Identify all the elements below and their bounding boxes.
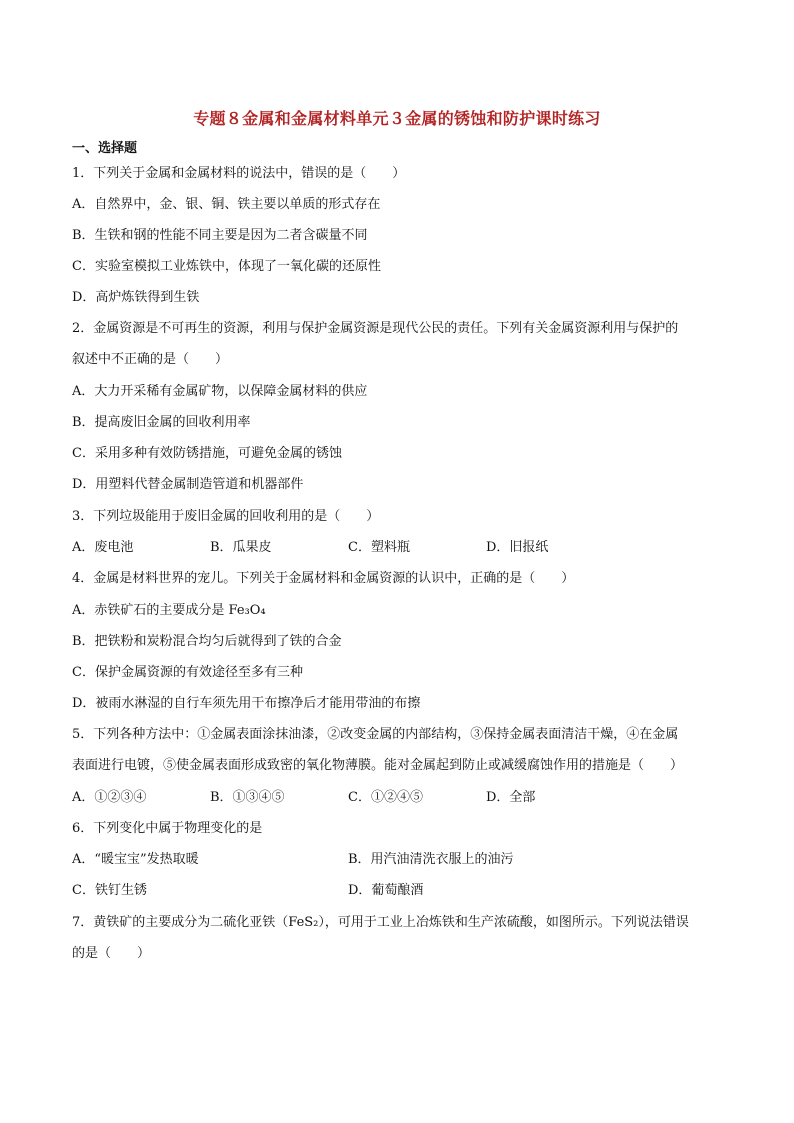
question-1-stem: 1．下列关于金属和金属材料的说法中，错误的是（ ） xyxy=(72,166,406,181)
question-4-option-d: D．被雨水淋湿的自行车须先用干布擦净后才能用带油的布擦 xyxy=(72,696,421,711)
question-3-option-d: D．旧报纸 xyxy=(486,540,549,555)
question-6-option-a: A．“暖宝宝”发热取暖 xyxy=(72,852,199,867)
question-5-option-c: C．①②④⑤ xyxy=(348,790,423,805)
question-2-option-d: D．用塑料代替金属制造管道和机器部件 xyxy=(72,477,304,492)
question-3-option-b: B．瓜果皮 xyxy=(210,540,272,555)
question-2-stem-line-1: 2．金属资源是不可再生的资源，利用与保护金属资源是现代公民的责任。下列有关金属资源利用与保护的 xyxy=(72,321,679,336)
page-title: 专题８金属和金属材料单元３金属的锈蚀和防护课时练习 xyxy=(193,109,601,128)
question-2-stem-line-2: 叙述中不正确的是（ ） xyxy=(72,352,229,367)
question-4-option-a: A．赤铁矿石的主要成分是 Fe₃O₄ xyxy=(72,603,266,618)
question-3-stem: 3．下列垃圾能用于废旧金属的回收利用的是（ ） xyxy=(72,509,380,524)
question-2-option-b: B．提高废旧金属的回收利用率 xyxy=(72,415,251,430)
question-5-option-d: D．全部 xyxy=(486,790,536,805)
question-5-option-a: A．①②③④ xyxy=(72,790,147,805)
question-1-option-b: B．生铁和钢的性能不同主要是因为二者含碳量不同 xyxy=(72,228,368,243)
question-1-option-a: A．自然界中，金、银、铜、铁主要以单质的形式存在 xyxy=(72,197,381,212)
question-1-option-c: C．实验室模拟工业炼铁中，体现了一氧化碳的还原性 xyxy=(72,259,381,274)
question-4-stem: 4．金属是材料世界的宠儿。下列关于金属材料和金属资源的认识中，正确的是（ ） xyxy=(72,571,575,586)
question-4-option-b: B．把铁粉和炭粉混合均匀后就得到了铁的合金 xyxy=(72,634,342,649)
question-5-option-b: B．①③④⑤ xyxy=(210,790,285,805)
question-5-stem-line-2: 表面进行电镀，⑤使金属表面形成致密的氧化物薄膜。能对金属起到防止或减缓腐蚀作用的措施是（ ） xyxy=(72,758,684,773)
question-1-option-d: D．高炉炼铁得到生铁 xyxy=(72,290,200,305)
question-3-option-a: A．废电池 xyxy=(72,540,134,555)
question-7-stem-line-2: 的是（ ） xyxy=(72,946,151,961)
question-6-option-b: B．用汽油清洗衣服上的油污 xyxy=(348,852,514,867)
section-heading: 一、选择题 xyxy=(72,141,138,156)
question-7-stem-line-1: 7．黄铁矿的主要成分为二硫化亚铁（FeS₂），可用于工业上冶炼铁和生产浓硫酸，如图所示。下列说法错误 xyxy=(72,915,689,930)
question-5-stem-line-1: 5．下列各种方法中：①金属表面涂抹油漆，②改变金属的内部结构，③保持金属表面清洁干燥，④在金属 xyxy=(72,727,679,742)
question-4-option-c: C．保护金属资源的有效途径至多有三种 xyxy=(72,665,303,680)
question-6-stem: 6．下列变化中属于物理变化的是 xyxy=(72,821,263,836)
question-2-option-c: C．采用多种有效防锈措施，可避免金属的锈蚀 xyxy=(72,446,342,461)
question-2-option-a: A．大力开采稀有金属矿物，以保障金属材料的供应 xyxy=(72,384,368,399)
question-6-option-c: C．铁钉生锈 xyxy=(72,883,147,898)
question-3-option-c: C．塑料瓶 xyxy=(348,540,410,555)
question-6-option-d: D．葡萄酿酒 xyxy=(348,883,424,898)
